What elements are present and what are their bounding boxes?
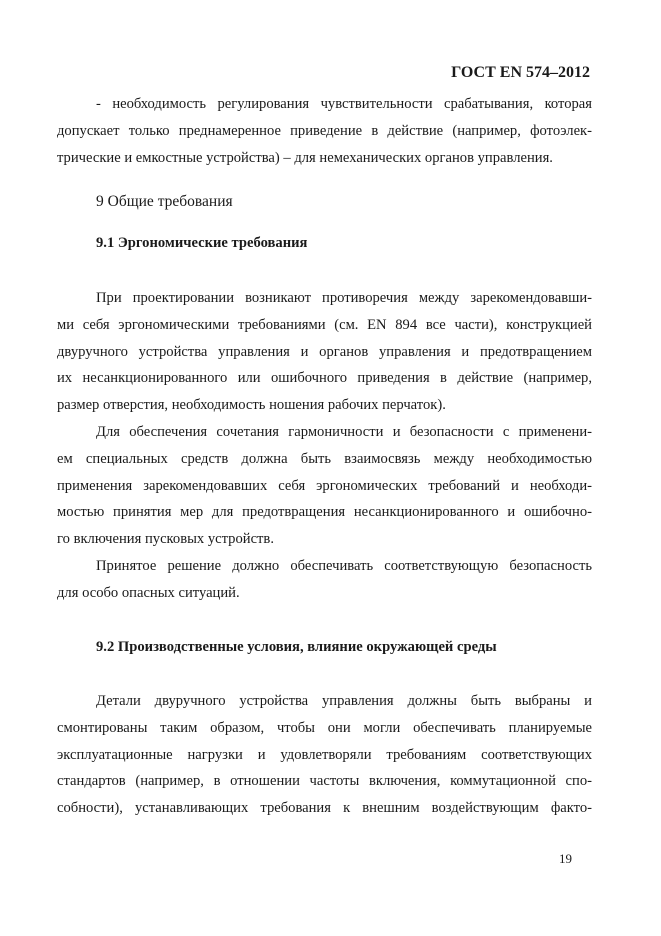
text-line: го включения пусковых устройств. [57, 531, 274, 548]
text-line: их несанкционированного или ошибочного приведения в действие (например, [57, 370, 592, 387]
section-9-1-paragraph-1 [57, 285, 592, 419]
text-line: Для обеспечения сочетания гармоничности и безопасности с применени- [96, 424, 592, 440]
section-9-1-heading: 9.1 Эргономические требования [96, 235, 308, 251]
text-line: При проектировании возникают противоречия между зарекомендовавши- [96, 290, 592, 306]
intro-paragraph [57, 91, 592, 171]
section-9-1-paragraph-2 [57, 419, 592, 553]
text-line: применения зарекомендовавших себя эргономических требований и необходи- [57, 477, 592, 494]
text-line: ми себя эргономическими требованиями (см. EN 894 все части), конструкцией [57, 316, 592, 333]
section-9-1-paragraph-3 [57, 553, 592, 607]
page-header-doc-id: ГОСТ EN 574–2012 [451, 64, 590, 81]
text-line: ем специальных средств должна быть взаимосвязь между необходимостью [57, 450, 592, 467]
text-line: стандартов (например, в отношении частоты включения, коммутационной спо- [57, 773, 592, 790]
text-line: - необходимость регулирования чувствительности срабатывания, которая [96, 96, 592, 112]
text-line: допускает только преднамеренное приведение в действие (например, фотоэлек- [57, 122, 592, 139]
text-line: мостью принятия мер для предотвращения несанкционированного и ошибочно- [57, 504, 592, 521]
text-line: двуручного устройства управления и органов управления и предотвращением [57, 343, 592, 360]
text-line: эксплуатационные нагрузки и удовлетворяли требованиям соответствующих [57, 746, 592, 763]
section-9-heading: 9 Общие требования [96, 193, 233, 210]
text-line: для особо опасных ситуаций. [57, 584, 240, 601]
text-line: трические и емкостные устройства) – для немеханических органов управления. [57, 149, 553, 166]
section-9-2-heading: 9.2 Производственные условия, влияние окружающей среды [96, 639, 497, 655]
page-number: 19 [559, 851, 572, 866]
text-line: смонтированы таким образом, чтобы они могли обеспечивать планируемые [57, 719, 592, 736]
text-line: Принятое решение должно обеспечивать соответствующую безопасность [96, 558, 592, 574]
text-line: размер отверстия, необходимость ношения рабочих перчаток). [57, 397, 446, 414]
text-line: собности), устанавливающих требования к внешним воздействующим факто- [57, 800, 592, 817]
section-9-2-paragraph-1 [57, 688, 592, 822]
text-line: Детали двуручного устройства управления должны быть выбраны и [96, 693, 592, 709]
